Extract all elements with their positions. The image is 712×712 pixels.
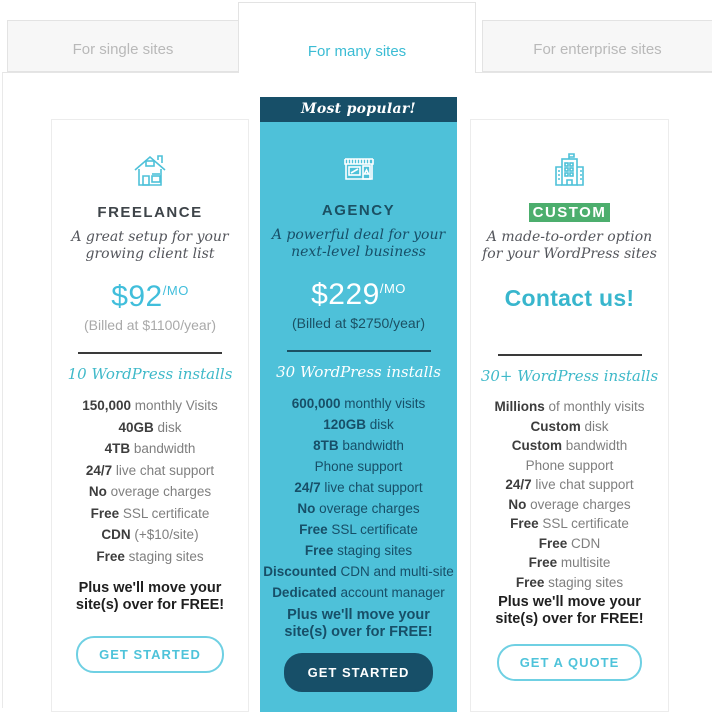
feature-text: staging sites (124, 548, 204, 564)
feature-item (52, 417, 248, 439)
feature-item (471, 475, 668, 495)
plan-price (52, 280, 248, 314)
feature-keyword: CDN (101, 527, 131, 542)
feature-keyword: Free (528, 555, 558, 570)
feature-keyword: Free (96, 548, 125, 564)
feature-keyword: 24/7 (294, 480, 321, 495)
storefront-icon (260, 148, 457, 188)
feature-item (471, 417, 668, 437)
feature-keyword: Free (299, 522, 328, 537)
feature-keyword: 4TB (104, 441, 131, 456)
feature-item (260, 561, 457, 582)
feature-item (52, 503, 248, 525)
feature-text: overage charges (526, 496, 631, 512)
feature-item (471, 573, 668, 593)
tab-label: For single sites (72, 41, 174, 58)
feature-keyword: 8TB (313, 438, 339, 453)
divider (78, 352, 222, 354)
feature-text: CDN (567, 535, 601, 551)
price-period: /MO (162, 283, 189, 298)
tab-label: For enterprise sites (533, 41, 662, 58)
feature-text: account manager (336, 585, 445, 600)
plan-description: A made-to-order option for your WordPress sites (482, 229, 657, 262)
installs-note: 30 WordPress installs (276, 363, 441, 381)
feature-item (52, 524, 248, 546)
feature-text: live chat support (531, 477, 634, 492)
billed-note: (Billed at $1100/year) (83, 317, 217, 333)
get-started-button[interactable]: GET STARTED (284, 653, 434, 692)
features-list (52, 395, 248, 567)
feature-text: live chat support (320, 480, 423, 495)
feature-text: bandwidth (130, 441, 196, 456)
feature-text: CDN and multi-site (336, 564, 454, 579)
plan-description: A powerful deal for your next-level business (271, 227, 446, 260)
feature-text: bandwidth (338, 438, 404, 453)
feature-keyword: No (297, 501, 316, 516)
feature-keyword: Discounted (263, 564, 337, 579)
feature-item (52, 546, 248, 568)
tab-for-many-sites[interactable] (238, 2, 476, 73)
feature-text: SSL certificate (119, 505, 210, 521)
plan-price (260, 278, 457, 312)
feature-item (471, 514, 668, 534)
feature-item (471, 534, 668, 554)
plan-name (471, 204, 668, 221)
feature-keyword: No (88, 484, 107, 499)
feature-text: SSL certificate (538, 516, 629, 531)
feature-keyword: Custom (511, 438, 562, 453)
feature-text: disk (580, 418, 609, 434)
feature-text: disk (153, 419, 182, 435)
feature-item (471, 495, 668, 515)
house-icon (52, 150, 248, 190)
feature-item (260, 498, 457, 519)
feature-text: bandwidth (561, 438, 628, 453)
feature-text: live chat support (112, 462, 215, 478)
feature-text: multisite (557, 555, 611, 570)
feature-keyword: Free (510, 516, 539, 531)
feature-item (52, 438, 248, 460)
feature-item (260, 540, 457, 561)
contact-us-text: Contact us! (504, 285, 635, 311)
feature-text: SSL certificate (327, 522, 418, 537)
feature-item (52, 481, 248, 503)
price-period: /MO (379, 281, 406, 296)
features-list (471, 397, 668, 592)
feature-item (52, 460, 248, 482)
feature-text: overage charges (106, 484, 212, 499)
feature-text: disk (366, 417, 394, 432)
plus-note: Plus we'll move your site(s) over for FREE! (284, 607, 433, 640)
feature-keyword: 120GB (323, 417, 366, 432)
feature-item (260, 582, 457, 603)
feature-item (471, 436, 668, 456)
feature-item (52, 395, 248, 417)
plan-card-agency (260, 97, 457, 712)
tab-for-single-sites[interactable] (7, 20, 239, 72)
feature-keyword: 40GB (118, 419, 154, 435)
most-popular-banner: Most popular! (260, 97, 457, 122)
feature-keyword: Custom (530, 418, 581, 434)
feature-item (260, 477, 457, 498)
feature-keyword: 600,000 (291, 396, 341, 411)
features-list (260, 393, 457, 603)
plan-name: FREELANCE (97, 204, 203, 221)
feature-keyword: 150,000 (82, 398, 132, 413)
tab-label: For many sites (307, 43, 407, 60)
installs-note: 30+ WordPress installs (480, 367, 659, 385)
feature-text: staging sites (333, 543, 413, 558)
price-amount: $229 (311, 278, 380, 311)
price-amount: $92 (111, 280, 163, 313)
feature-item (260, 519, 457, 540)
feature-item (260, 435, 457, 456)
feature-text: monthly visits (340, 396, 426, 411)
plan-card-custom (470, 119, 669, 712)
plan-name-highlight: CUSTOM (529, 203, 611, 222)
feature-text: monthly Visits (131, 398, 218, 413)
plan-card-freelance (51, 119, 249, 712)
feature-item (260, 393, 457, 414)
plan-description: A great setup for your growing client list (71, 229, 229, 262)
plan-name: AGENCY (321, 202, 396, 219)
billed-note: (Billed at $2750/year) (291, 315, 426, 331)
feature-text: Phone support (525, 457, 614, 473)
feature-keyword: Free (304, 543, 334, 558)
get-a-quote-button[interactable]: GET A QUOTE (497, 644, 643, 681)
feature-keyword: Free (538, 535, 568, 551)
feature-text: (+$10/site) (130, 527, 199, 542)
installs-note: 10 WordPress installs (67, 365, 233, 383)
feature-keyword: 24/7 (505, 477, 532, 492)
building-icon (471, 150, 668, 190)
feature-item (471, 397, 668, 417)
feature-keyword: Free (515, 574, 545, 590)
feature-keyword: No (508, 496, 527, 512)
feature-item (260, 414, 457, 435)
feature-text: Phone support (314, 459, 403, 474)
feature-keyword: 24/7 (85, 462, 113, 478)
feature-keyword: Dedicated (272, 585, 337, 600)
feature-item (471, 456, 668, 476)
feature-item (260, 456, 457, 477)
tab-for-enterprise-sites[interactable] (482, 20, 712, 72)
feature-item (471, 553, 668, 573)
feature-keyword: Millions (494, 399, 545, 414)
divider (287, 350, 431, 352)
get-started-button[interactable]: GET STARTED (76, 636, 224, 673)
feature-text: of monthly visits (544, 399, 645, 414)
plus-note: Plus we'll move your site(s) over for FREE! (75, 580, 225, 613)
feature-keyword: Free (90, 505, 120, 521)
feature-text: staging sites (544, 574, 624, 590)
feature-text: overage charges (315, 501, 420, 516)
plus-note: Plus we'll move your site(s) over for FREE! (495, 594, 644, 627)
divider (498, 354, 642, 356)
